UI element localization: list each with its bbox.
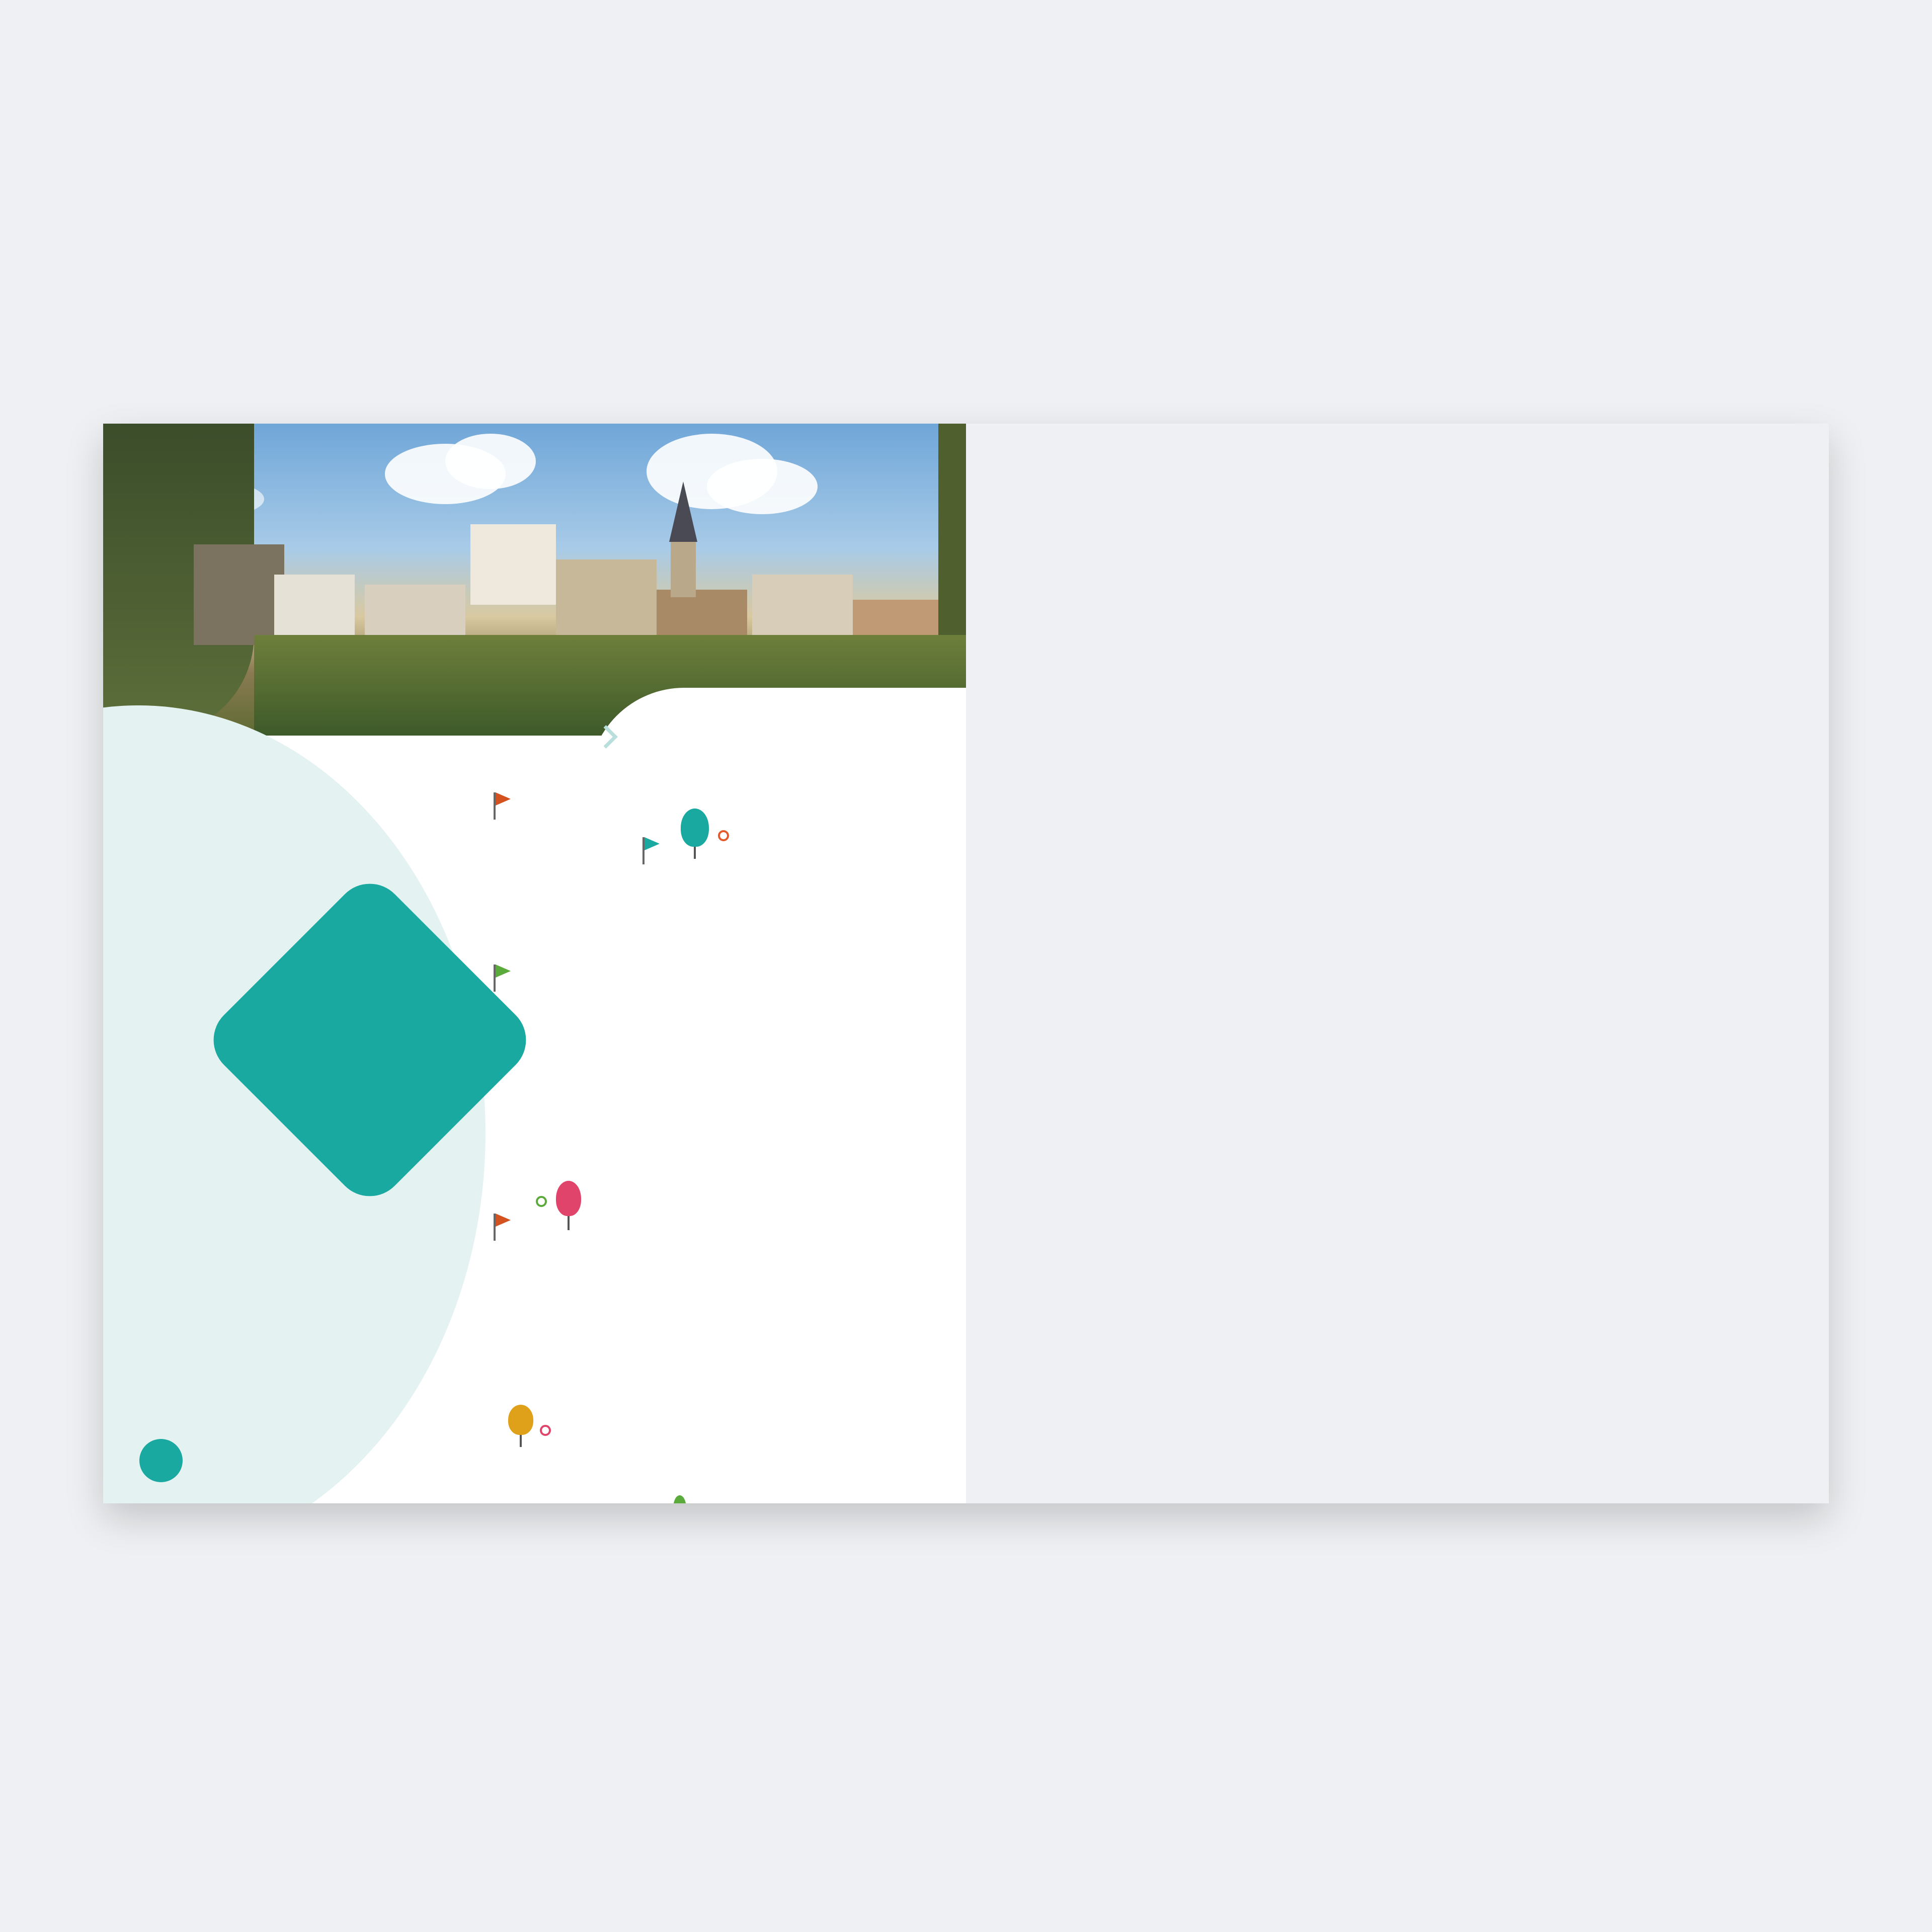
flag-icon: [494, 964, 496, 992]
priorities-panel: [589, 688, 966, 1503]
tree-icon: [508, 1405, 533, 1435]
flag-icon: [494, 1214, 496, 1241]
page-number: [139, 1439, 183, 1482]
flag-icon: [494, 792, 496, 820]
person-icon: [718, 830, 729, 841]
tree-icon: [556, 1181, 581, 1216]
tree-icon: [681, 809, 709, 847]
trunk: [694, 847, 696, 859]
trunk: [520, 1435, 522, 1447]
trunk: [568, 1216, 570, 1230]
person-icon: [540, 1425, 551, 1436]
flag-icon: [642, 837, 645, 864]
magazine-spread: [103, 424, 1829, 1503]
left-page: [103, 424, 966, 1503]
person-icon: [536, 1196, 547, 1207]
